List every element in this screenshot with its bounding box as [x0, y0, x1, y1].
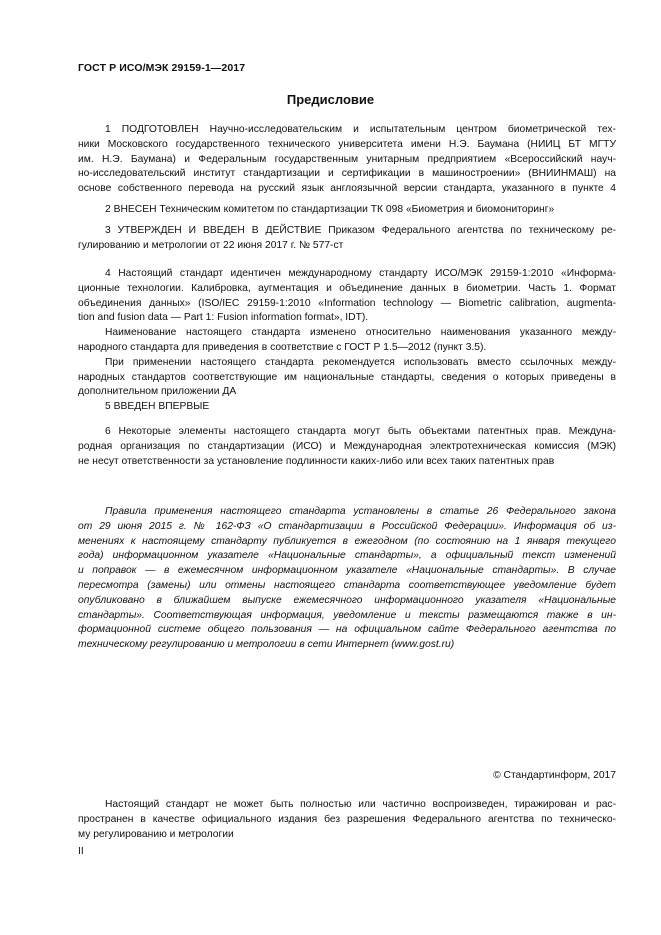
text-line: tion and fusion data — Part 1: Fusion information format», IDT).	[78, 312, 369, 324]
paragraph-4-identical-standard	[78, 267, 616, 400]
text-line: му регулированию и метрологии	[78, 828, 234, 840]
text-line: пересмотра (замены) или отмены настоящего стандарта соответствующее уведомление будет	[78, 579, 616, 591]
text-line: года) информационном указателе «Национальные стандарты», а официальный текст изменений	[78, 550, 616, 562]
page-number: II	[78, 846, 84, 857]
text-line: основе собственного перевода на русский язык англоязычной версии стандарта, указанного в пункте 4	[78, 183, 616, 195]
text-line: гулированию и метрологии от 22 июня 2017 г. № 577-ст	[78, 239, 344, 251]
text-line: народных стандартов соответствующие им национальные стандарты, сведения о которых приведены в	[78, 371, 616, 383]
paragraph-2-submitted-by	[78, 203, 616, 218]
paragraph-6-patent-rights	[78, 425, 616, 469]
copyright: © Стандартинформ, 2017	[493, 770, 616, 781]
text-line: Наименование настоящего стандарта изменено относительно наименования указанного между-	[105, 327, 616, 339]
text-line: 3 УТВЕРЖДЕН И ВВЕДЕН В ДЕЙСТВИЕ Приказом Федерального агентства по техническому ре-	[105, 225, 616, 236]
text-line: 1 ПОДГОТОВЛЕН Научно-исследовательским и испытательным центром биометрической тех-	[105, 124, 616, 135]
text-line: 5 ВВЕДЕН ВПЕРВЫЕ	[105, 401, 210, 412]
text-line: но-исследовательский институт стандартизации и сертификации в машиностроении» (ВНИИНМАШ) на	[78, 168, 616, 180]
text-line: объединения данных» (ISO/IEC 29159-1:2010 «Information technology — Biometric calibration, augmenta-	[78, 297, 616, 309]
text-line: опубликовано в ближайшем выпуске ежемесячного информационного указателя «Национальные	[78, 594, 616, 606]
text-line: Настоящий стандарт не может быть полностью или частично воспроизведен, тиражирован и рас-	[105, 799, 616, 810]
text-line: народного стандарта для приведения в соответствие с ГОСТ Р 1.5—2012 (пункт 3.5).	[78, 341, 487, 353]
text-line: 2 ВНЕСЕН Техническим комитетом по стандартизации ТК 098 «Биометрия и биомониторинг»	[105, 204, 555, 215]
text-line: ники Московского государственного технического университета имени Н.Э. Баумана (НИИЦ БТ МГТУ	[78, 138, 616, 150]
text-line: родная организация по стандартизации (ИСО) и Международная электротехническая комиссия (МЭК)	[78, 440, 616, 452]
paragraph-3-approved	[78, 224, 616, 254]
text-line: пространен в качестве официального издания без разрешения Федерального агентства по техническо-	[78, 813, 616, 825]
usage-rules-notice	[78, 505, 616, 653]
text-line: При применении настоящего стандарта рекомендуется использовать вместо ссылочных между-	[105, 356, 616, 368]
text-line: дополнительном приложении ДА	[78, 386, 237, 398]
text-line: менениях к настоящему стандарту публикуется в ежегодном (по состоянию на 1 января текущего	[78, 535, 616, 547]
text-line: техническому регулированию и метрологии в сети Интернет (www.gost.ru)	[78, 639, 455, 651]
text-line: от 29 июня 2015 г. № 162-ФЗ «О стандартизации в Российской Федерации». Информация об из-	[78, 520, 616, 532]
text-line: 6 Некоторые элементы настоящего стандарта могут быть объектами патентных прав. Междуна-	[105, 426, 616, 437]
text-line: и поправок — в ежемесячном информационном указателе «Национальные стандарты». В случае	[78, 565, 616, 577]
text-line: 4 Настоящий стандарт идентичен международному стандарту ИСО/МЭК 29159-1:2010 «Информа-	[105, 268, 616, 279]
paragraph-1-prepared-by	[78, 123, 616, 197]
paragraph-5-introduced-first	[78, 400, 616, 415]
standard-id-header: ГОСТ Р ИСО/МЭК 29159-1—2017	[78, 62, 246, 74]
reproduction-notice	[78, 798, 616, 842]
text-line: им. Н.Э. Баумана) и Федеральным государственным унитарным предприятием «Всероссийский науч-	[78, 153, 616, 165]
text-line: стандарты». Соответствующая информация, уведомление и тексты размещаются также в ин-	[78, 609, 616, 621]
text-line: формационной системе общего пользования — на официальном сайте Федерального агентства по	[78, 624, 616, 636]
page-title: Предисловие	[286, 92, 375, 107]
text-line: Правила применения настоящего стандарта установлены в статье 26 Федерального закона	[105, 506, 616, 517]
text-line: ционные технологии. Калибровка, аугментация и объединение данных в биометрии. Часть 1. Формат	[78, 282, 616, 294]
text-line: не несут ответственности за установление подлинности каких-либо или всех таких патентных прав	[78, 455, 555, 467]
